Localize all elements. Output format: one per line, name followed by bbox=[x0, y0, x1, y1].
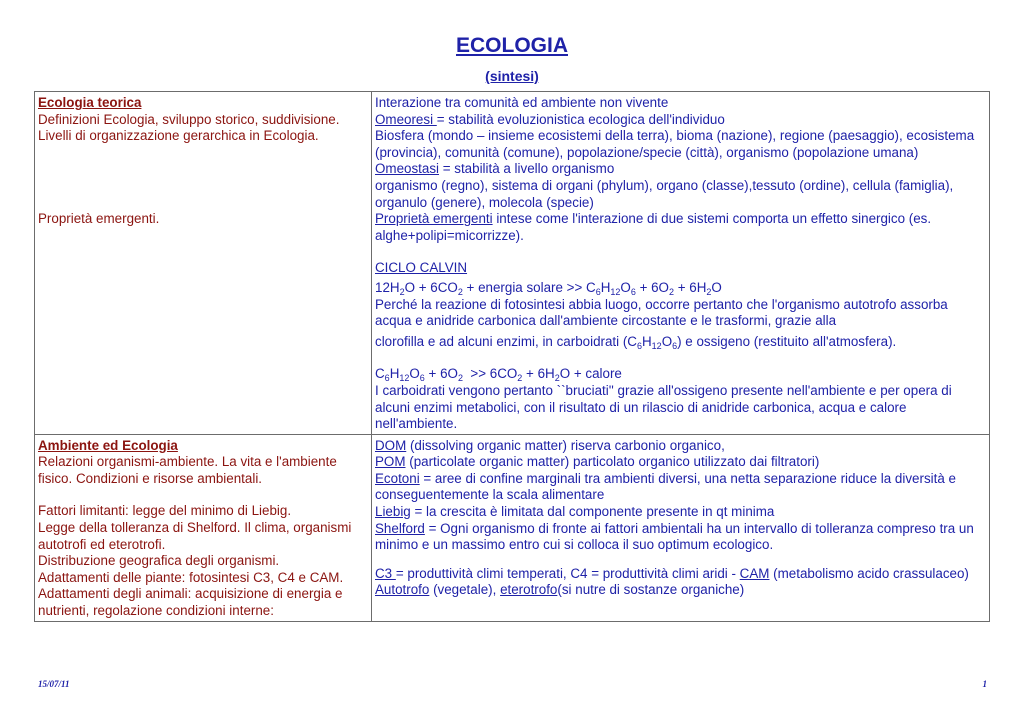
footer-date: 15/07/11 bbox=[38, 679, 70, 689]
topic-line: Adattamenti delle piante: fotosintesi C3, C4 e CAM. Adattamenti degli animali: acquisizione di energia e nutrienti, regolazione condizioni interne: bbox=[38, 569, 344, 619]
content-line bbox=[375, 471, 986, 504]
row1-content-cell bbox=[372, 92, 990, 435]
content-line: Biosfera (mondo – insieme ecosistemi della terra), bioma (nazione), regione (paesaggio), ecosistema (provincia), comunità (comune), popolazione/specie (città), organismo (popolazione umana) bbox=[375, 128, 975, 160]
page-subtitle: (sintesi) bbox=[485, 68, 539, 84]
topic-line: Definizioni Ecologia, sviluppo storico, suddivisione. bbox=[38, 111, 340, 127]
definition: = stabilità evoluzionistica ecologica dell'individuo bbox=[436, 111, 725, 127]
ciclo-calvin-heading: CICLO CALVIN bbox=[375, 260, 468, 276]
definition: = produttività climi temperati, C4 = produttività climi aridi - bbox=[395, 565, 740, 581]
term-autotrofo: Autotrofo bbox=[375, 582, 430, 598]
topic-line: Livelli di organizzazione gerarchica in Ecologia. bbox=[38, 128, 319, 144]
topic-line: Legge della tolleranza di Shelford. Il clima, organismi autotrofi ed eterotrofi. bbox=[38, 520, 352, 552]
content-line: organismo (regno), sistema di organi (phylum), organo (classe),tessuto (ordine), cellula (famiglia), organulo (genere), molecola (specie) bbox=[375, 177, 954, 210]
section-heading-ecologia-teorica: Ecologia teorica bbox=[38, 95, 142, 110]
content-line bbox=[375, 454, 986, 471]
definition: = Ogni organismo di fronte ai fattori ambientali ha un intervallo di tolleranza compreso tra un minimo e un massimo entro cui si colloca il suo optimum ecologico. bbox=[375, 520, 974, 553]
row1-topic-cell bbox=[35, 92, 372, 435]
definition: = la crescita è limitata dal componente presente in qt minima bbox=[410, 504, 775, 520]
term-shelford: Shelford bbox=[375, 520, 425, 536]
content-line bbox=[375, 521, 986, 554]
content-line bbox=[375, 112, 986, 129]
term-proprieta-emergenti: Proprietà emergenti bbox=[375, 211, 493, 227]
respiration-equation: $C_6H_{12}O_6 + 6O_2 >> 6CO_2 + 6H_2O$ + calore bbox=[375, 366, 622, 384]
term-omeostasi: Omeostasi bbox=[375, 161, 439, 177]
row2-topic-cell bbox=[35, 434, 372, 621]
topic-line: Distribuzione geografica degli organismi. bbox=[38, 553, 280, 569]
photosynthesis-equation: $12H_2O + 6CO_2$ + energia solare >> $C_6H_{12}O_6 + 6O_2 + 6H_2O$ bbox=[375, 279, 722, 297]
footer-page-number: 1 bbox=[982, 679, 987, 689]
term-ecotoni: Ecotoni bbox=[375, 470, 420, 486]
content-line: I carboidrati vengono pertanto ``bruciati'' grazie all'ossigeno presente nell'ambiente e per opera di alcuni enzimi metabolici, con il risultato di un rilascio di anidride carbonica, acqua e calore nell'ambiente. bbox=[375, 382, 952, 432]
definition: = aree di confine marginali tra ambienti diversi, una netta separazione riduce la diversità e conseguentemente la scala alimentare bbox=[375, 470, 956, 503]
section-heading-ambiente-ed-ecologia: Ambiente ed Ecologia bbox=[38, 437, 178, 453]
definition: (vegetale), bbox=[429, 582, 501, 598]
page-title: ECOLOGIA bbox=[455, 34, 568, 57]
definition: (metabolismo acido crassulaceo) bbox=[769, 565, 969, 581]
topic-line: Fattori limitanti: legge del minimo di Liebig. bbox=[38, 503, 292, 519]
content-line: Perché la reazione di fotosintesi abbia luogo, occorre pertanto che l'organismo autotrofo assorba acqua e anidride carbonica dall'ambiente circostante e le trasformi, grazie alla bbox=[375, 296, 948, 329]
term-cam: CAM bbox=[739, 565, 770, 581]
content-line bbox=[375, 161, 986, 178]
content-line bbox=[375, 211, 986, 244]
term-omeoresi: Omeoresi bbox=[375, 111, 437, 127]
content-line: Interazione tra comunità ed ambiente non vivente bbox=[375, 95, 669, 110]
term-dom: DOM bbox=[375, 437, 407, 453]
definition: = stabilità a livello organismo bbox=[439, 161, 615, 177]
table-row bbox=[35, 92, 990, 435]
topic-line: Relazioni organismi-ambiente. La vita e l'ambiente fisico. Condizioni e risorse ambientali. bbox=[38, 454, 337, 486]
content-line bbox=[375, 566, 986, 583]
term-liebig: Liebig bbox=[375, 504, 411, 520]
text-span: clorofilla e ad alcuni enzimi, in carboidrati (C bbox=[375, 333, 637, 349]
text-span: ) e ossigeno (restituito all'atmosfera). bbox=[677, 333, 897, 349]
definition: (particolate organic matter) particolato organico utilizzato dai filtratori) bbox=[405, 454, 820, 470]
content-line bbox=[375, 438, 986, 455]
topic-line: Proprietà emergenti. bbox=[38, 210, 160, 226]
content-line: clorofilla e ad alcuni enzimi, in carboidrati $(C_6H_{12}O_6)$ e ossigeno (restituito all'atmosfera). bbox=[375, 333, 897, 351]
definition: (si nutre di sostanze organiche) bbox=[557, 582, 745, 598]
definition: intese come l'interazione di due sistemi comporta un effetto sinergico (es. alghe+polipi=micorrizze). bbox=[375, 211, 932, 243]
row2-content-cell bbox=[372, 434, 990, 621]
content-line bbox=[375, 582, 986, 599]
term-c3: C3 bbox=[375, 565, 396, 581]
content-line bbox=[375, 504, 986, 521]
summary-table bbox=[34, 91, 990, 622]
table-row bbox=[35, 434, 990, 621]
definition: (dissolving organic matter) riserva carbonio organico, bbox=[406, 437, 725, 453]
term-eterotrofo: eterotrofo bbox=[500, 582, 558, 598]
term-pom: POM bbox=[375, 454, 406, 470]
